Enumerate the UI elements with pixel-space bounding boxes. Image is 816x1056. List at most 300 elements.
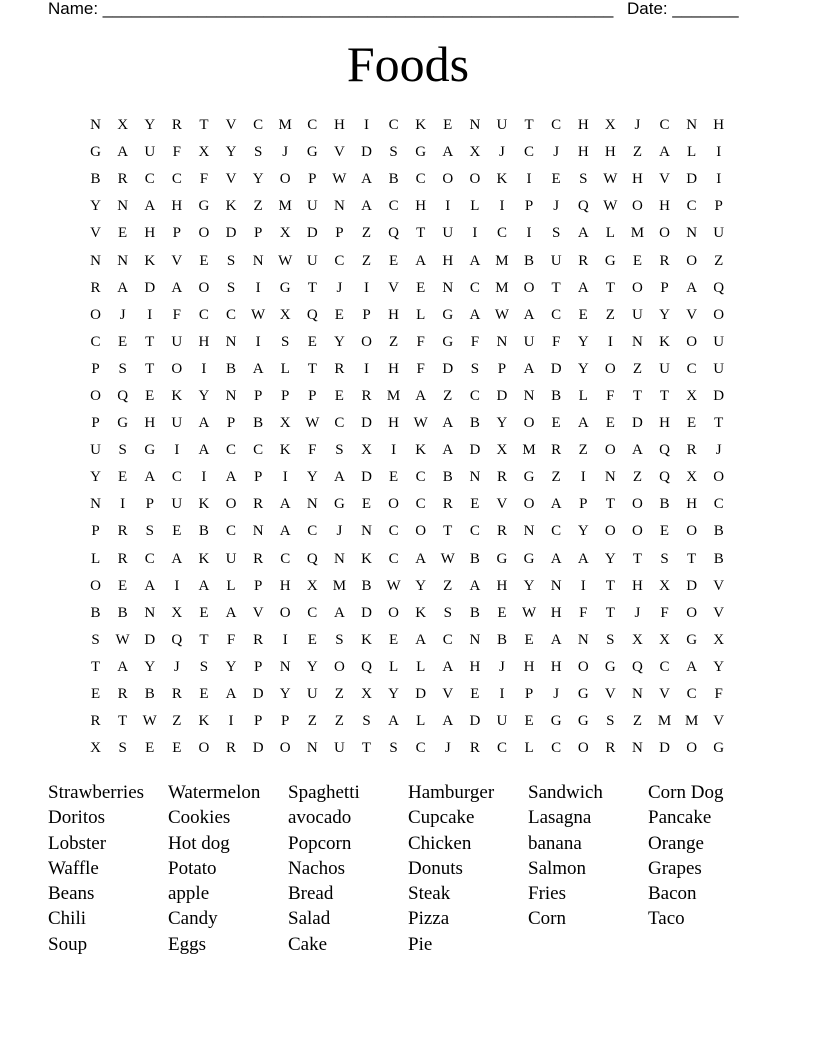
grid-letter: K	[198, 550, 210, 567]
grid-letter: E	[443, 117, 453, 134]
grid-letter: Y	[90, 469, 101, 486]
grid-letter: T	[605, 577, 615, 594]
grid-letter: C	[551, 306, 562, 323]
grid-letter: R	[442, 496, 453, 513]
grid-letter: C	[90, 333, 101, 350]
grid-letter: V	[388, 279, 399, 296]
grid-letter: C	[307, 117, 318, 134]
word-list-item: Strawberries	[48, 782, 145, 803]
grid-letter: C	[713, 496, 724, 513]
grid-letter: F	[172, 144, 181, 161]
grid-letter: B	[496, 631, 507, 648]
grid-letter: Y	[577, 360, 589, 377]
grid-letter: H	[686, 496, 698, 513]
grid-letter: S	[362, 713, 371, 730]
grid-letter: C	[226, 523, 237, 540]
grid-letter: V	[225, 117, 237, 134]
grid-letter: O	[442, 171, 454, 188]
grid-letter: D	[469, 442, 481, 459]
grid-letter: A	[225, 686, 237, 703]
grid-letter: O	[577, 658, 589, 675]
grid-letter: X	[279, 225, 291, 242]
grid-letter: L	[90, 550, 101, 567]
grid-letter: Y	[144, 658, 156, 675]
grid-letter: B	[713, 523, 724, 540]
grid-letter: C	[253, 442, 264, 459]
grid-letter: Q	[659, 442, 670, 459]
grid-letter: B	[144, 686, 155, 703]
grid-letter: B	[198, 523, 209, 540]
grid-letter: V	[713, 713, 725, 730]
grid-letter: O	[361, 333, 372, 350]
grid-letter: W	[115, 631, 130, 648]
grid-letter: I	[607, 333, 613, 350]
grid-letter: I	[147, 306, 153, 323]
grid-letter: O	[632, 496, 643, 513]
grid-letter: N	[279, 658, 291, 675]
grid-letter: P	[714, 198, 723, 215]
grid-letter: H	[550, 658, 562, 675]
grid-letter: H	[198, 333, 210, 350]
word-list-item: Spaghetti	[288, 782, 360, 803]
grid-letter: C	[280, 550, 291, 567]
grid-letter: D	[686, 171, 698, 188]
grid-letter: O	[632, 523, 643, 540]
grid-letter: O	[686, 523, 698, 540]
grid-letter: T	[145, 333, 155, 350]
grid-letter: A	[442, 658, 454, 675]
grid-letter: H	[469, 658, 481, 675]
grid-letter: O	[632, 198, 643, 215]
grid-letter: V	[686, 306, 698, 323]
word-list-item: Bread	[288, 883, 334, 905]
grid-letter: E	[388, 631, 399, 648]
grid-letter: N	[117, 198, 129, 215]
grid-letter: Z	[605, 306, 615, 323]
grid-letter: T	[118, 713, 128, 730]
grid-letter: X	[686, 469, 698, 486]
grid-letter: D	[713, 387, 725, 404]
grid-letter: N	[333, 550, 345, 567]
grid-letter: C	[469, 279, 480, 296]
grid-letter: F	[470, 333, 480, 350]
grid-letter: Y	[144, 117, 156, 134]
grid-letter: I	[282, 631, 288, 648]
grid-letter: I	[282, 469, 288, 486]
grid-letter: H	[659, 198, 670, 215]
grid-letter: A	[144, 198, 156, 215]
grid-letter: N	[469, 631, 481, 648]
grid-letter: A	[550, 496, 562, 513]
grid-letter: G	[713, 740, 725, 757]
grid-letter: O	[90, 577, 101, 594]
grid-letter: F	[606, 387, 615, 404]
grid-letter: X	[686, 387, 698, 404]
grid-letter: G	[604, 252, 616, 269]
grid-letter: M	[630, 225, 645, 242]
grid-letter: S	[145, 523, 154, 540]
grid-letter: H	[632, 171, 643, 188]
grid-letter: N	[252, 252, 264, 269]
grid-letter: J	[634, 604, 641, 621]
grid-letter: I	[716, 144, 722, 161]
word-list-item: Soup	[48, 933, 88, 955]
grid-letter: E	[388, 469, 399, 486]
grid-letter: K	[198, 496, 210, 513]
grid-letter: J	[634, 117, 641, 134]
word-list-item: apple	[168, 883, 210, 905]
grid-letter: C	[686, 360, 697, 377]
grid-letter: M	[495, 252, 509, 269]
grid-letter: O	[90, 387, 101, 404]
grid-letter: S	[281, 333, 290, 350]
grid-letter: N	[550, 577, 562, 594]
grid-letter: K	[171, 387, 183, 404]
grid-letter: W	[440, 550, 455, 567]
grid-letter: C	[226, 442, 237, 459]
grid-letter: C	[415, 496, 426, 513]
grid-letter: B	[117, 604, 128, 621]
word-list-item: Popcorn	[288, 832, 352, 854]
grid-letter: A	[686, 658, 698, 675]
grid-letter: H	[659, 415, 670, 432]
grid-letter: L	[524, 740, 534, 757]
grid-letter: J	[553, 144, 560, 161]
grid-letter: N	[496, 333, 508, 350]
grid-letter: E	[172, 523, 182, 540]
name-line: Name: ______________________________________________________	[48, 0, 614, 18]
grid-letter: E	[361, 496, 372, 513]
grid-letter: Y	[252, 171, 264, 188]
word-list-item: Waffle	[48, 857, 99, 879]
grid-letter: E	[470, 496, 480, 513]
grid-letter: W	[278, 252, 293, 269]
grid-letter: O	[198, 740, 210, 757]
grid-letter: K	[659, 333, 670, 350]
grid-letter: N	[523, 387, 535, 404]
grid-letter: M	[278, 198, 292, 215]
grid-letter: O	[604, 360, 616, 377]
grid-letter: Y	[279, 686, 291, 703]
grid-letter: N	[144, 604, 156, 621]
grid-letter: R	[90, 713, 101, 730]
grid-letter: B	[90, 171, 101, 188]
grid-letter: O	[659, 225, 670, 242]
grid-letter: L	[416, 306, 426, 323]
grid-letter: Y	[306, 469, 318, 486]
grid-letter: G	[144, 442, 156, 459]
grid-letter: C	[171, 469, 182, 486]
grid-letter: M	[495, 279, 509, 296]
grid-letter: H	[496, 577, 508, 594]
grid-letter: E	[524, 631, 534, 648]
word-list-item: Bacon	[648, 883, 697, 905]
word-list-item: Hamburger	[408, 782, 495, 803]
grid-letter: P	[335, 225, 344, 242]
grid-letter: P	[253, 387, 263, 404]
grid-letter: C	[334, 252, 345, 269]
grid-letter: S	[226, 252, 236, 269]
grid-letter: G	[415, 144, 427, 161]
grid-letter: P	[253, 577, 263, 594]
word-list-item: Cookies	[168, 807, 231, 829]
grid-letter: E	[524, 713, 534, 730]
grid-letter: U	[90, 442, 101, 459]
grid-letter: A	[632, 442, 643, 459]
grid-letter: H	[388, 415, 399, 432]
grid-letter: R	[605, 740, 616, 757]
grid-letter: W	[521, 604, 537, 621]
grid-letter: N	[632, 686, 643, 703]
grid-letter: C	[659, 117, 670, 134]
grid-letter: A	[442, 713, 454, 730]
grid-letter: W	[251, 306, 266, 323]
grid-letter: C	[388, 523, 399, 540]
grid-letter: R	[659, 252, 670, 269]
grid-letter: G	[306, 144, 318, 161]
grid-letter: L	[416, 713, 426, 730]
grid-letter: D	[361, 144, 372, 161]
grid-letter: S	[579, 171, 588, 188]
grid-letter: Y	[659, 306, 670, 323]
grid-letter: C	[686, 686, 697, 703]
grid-letter: X	[604, 117, 616, 134]
grid-letter: H	[523, 658, 535, 675]
grid-letter: S	[226, 279, 236, 296]
grid-letter: G	[577, 686, 589, 703]
grid-letter: T	[714, 415, 724, 432]
grid-letter: I	[472, 225, 478, 242]
grid-letter: V	[442, 686, 454, 703]
grid-letter: T	[687, 550, 697, 567]
grid-letter: H	[415, 198, 427, 215]
grid-letter: A	[171, 279, 183, 296]
grid-letter: P	[91, 523, 100, 540]
grid-letter: I	[526, 225, 532, 242]
grid-letter: A	[225, 604, 237, 621]
grid-letter: G	[279, 279, 291, 296]
grid-letter: J	[499, 144, 505, 161]
grid-letter: C	[551, 523, 562, 540]
grid-letter: E	[334, 306, 344, 323]
grid-letter: S	[118, 442, 127, 459]
grid-letter: L	[687, 144, 697, 161]
grid-letter: P	[579, 496, 588, 513]
grid-letter: X	[279, 306, 291, 323]
grid-letter: K	[361, 631, 372, 648]
grid-letter: D	[361, 469, 372, 486]
grid-letter: I	[255, 333, 261, 350]
grid-letter: Y	[90, 198, 101, 215]
grid-letter: Z	[632, 360, 642, 377]
grid-letter: R	[469, 740, 480, 757]
grid-letter: L	[280, 360, 290, 377]
grid-letter: P	[226, 415, 236, 432]
grid-letter: I	[580, 577, 586, 594]
grid-letter: N	[90, 496, 101, 513]
grid-letter: O	[333, 658, 345, 675]
grid-letter: H	[144, 225, 156, 242]
grid-letter: M	[522, 442, 536, 459]
grid-letter: S	[470, 360, 480, 377]
grid-letter: X	[361, 442, 372, 459]
grid-letter: L	[470, 198, 480, 215]
grid-letter: A	[117, 658, 129, 675]
grid-letter: C	[307, 604, 318, 621]
grid-letter: U	[442, 225, 454, 242]
grid-letter: C	[442, 631, 453, 648]
grid-letter: S	[660, 550, 669, 567]
grid-letter: O	[523, 496, 535, 513]
word-list-item: Lasagna	[528, 807, 592, 829]
grid-letter: N	[306, 740, 318, 757]
grid-letter: R	[551, 442, 562, 459]
grid-letter: J	[553, 686, 560, 703]
grid-letter: R	[171, 117, 182, 134]
grid-letter: A	[388, 713, 399, 730]
grid-letter: T	[416, 225, 426, 242]
grid-letter: Z	[632, 144, 642, 161]
grid-letter: E	[388, 252, 399, 269]
grid-letter: W	[332, 171, 347, 188]
grid-letter: I	[526, 171, 532, 188]
grid-letter: H	[171, 198, 183, 215]
grid-letter: Y	[523, 577, 535, 594]
grid-letter: U	[306, 198, 318, 215]
word-list-item: Sandwich	[528, 782, 603, 803]
grid-letter: Z	[307, 713, 317, 730]
word-list-item: Steak	[408, 883, 451, 905]
grid-letter: L	[605, 225, 615, 242]
grid-letter: A	[117, 144, 129, 161]
grid-letter: C	[551, 740, 562, 757]
grid-letter: J	[282, 144, 289, 161]
grid-letter: G	[523, 550, 535, 567]
grid-letter: A	[469, 306, 481, 323]
grid-letter: E	[334, 387, 344, 404]
grid-letter: A	[469, 252, 481, 269]
grid-letter: X	[198, 144, 210, 161]
word-list-item: Nachos	[288, 857, 345, 879]
grid-letter: W	[603, 171, 618, 188]
grid-letter: G	[604, 658, 616, 675]
grid-letter: V	[713, 604, 725, 621]
grid-letter: Y	[225, 144, 237, 161]
grid-letter: F	[416, 333, 425, 350]
grid-letter: P	[281, 713, 290, 730]
grid-letter: A	[415, 387, 427, 404]
grid-letter: N	[333, 198, 345, 215]
grid-letter: A	[523, 306, 535, 323]
grid-letter: I	[499, 198, 505, 215]
grid-letter: N	[577, 631, 589, 648]
grid-letter: U	[306, 686, 318, 703]
grid-letter: R	[253, 496, 264, 513]
grid-letter: A	[333, 604, 345, 621]
word-list-item: Salmon	[528, 857, 587, 879]
grid-letter: T	[199, 117, 209, 134]
grid-letter: O	[279, 740, 291, 757]
grid-letter: K	[361, 550, 372, 567]
grid-letter: C	[388, 550, 399, 567]
grid-letter: D	[144, 279, 156, 296]
grid-letter: J	[499, 658, 505, 675]
grid-letter: P	[308, 171, 317, 188]
grid-letter: H	[550, 604, 562, 621]
grid-letter: A	[225, 469, 237, 486]
grid-letter: R	[117, 171, 128, 188]
word-list-item: avocado	[288, 807, 352, 829]
grid-letter: E	[118, 333, 128, 350]
grid-letter: T	[199, 631, 209, 648]
grid-letter: Y	[577, 523, 589, 540]
grid-letter: S	[389, 144, 398, 161]
grid-letter: Q	[388, 225, 399, 242]
word-list-item: Corn Dog	[648, 782, 724, 803]
grid-letter: Z	[443, 387, 453, 404]
grid-letter: O	[279, 604, 291, 621]
grid-letter: E	[687, 415, 697, 432]
grid-letter: A	[279, 496, 291, 513]
grid-letter: Z	[388, 333, 399, 350]
grid-letter: P	[91, 415, 100, 432]
grid-letter: B	[90, 604, 101, 621]
grid-letter: T	[307, 360, 317, 377]
grid-letter: Y	[225, 658, 237, 675]
grid-letter: K	[415, 442, 427, 459]
grid-letter: D	[469, 713, 481, 730]
grid-letter: V	[496, 496, 508, 513]
grid-letter: I	[174, 577, 180, 594]
grid-letter: D	[686, 577, 698, 594]
grid-letter: C	[144, 171, 155, 188]
grid-letter: A	[577, 550, 589, 567]
grid-letter: C	[144, 550, 155, 567]
grid-letter: H	[577, 144, 589, 161]
grid-letter: H	[333, 117, 345, 134]
grid-letter: B	[524, 252, 535, 269]
grid-letter: U	[659, 360, 670, 377]
worksheet-header	[48, 0, 748, 20]
word-list-item: Eggs	[168, 933, 206, 955]
grid-letter: R	[90, 279, 101, 296]
grid-letter: O	[604, 523, 616, 540]
grid-letter: F	[199, 171, 209, 188]
grid-letter: Y	[415, 577, 427, 594]
grid-letter: E	[307, 333, 317, 350]
grid-letter: C	[388, 198, 399, 215]
grid-letter: B	[253, 415, 264, 432]
grid-letter: W	[603, 198, 618, 215]
grid-letter: S	[91, 631, 100, 648]
grid-letter: O	[279, 171, 291, 188]
grid-letter: I	[391, 442, 397, 459]
grid-letter: A	[415, 550, 427, 567]
grid-letter: O	[686, 333, 698, 350]
grid-letter: H	[279, 577, 291, 594]
grid-letter: A	[415, 631, 427, 648]
grid-letter: J	[336, 523, 343, 540]
grid-letter: C	[307, 523, 318, 540]
grid-letter: A	[144, 577, 156, 594]
grid-letter: S	[606, 631, 615, 648]
grid-letter: P	[308, 387, 317, 404]
grid-letter: A	[686, 279, 698, 296]
word-list-item: Corn	[528, 908, 566, 930]
grid-letter: X	[117, 117, 129, 134]
grid-letter: T	[443, 523, 453, 540]
grid-letter: I	[120, 496, 126, 513]
